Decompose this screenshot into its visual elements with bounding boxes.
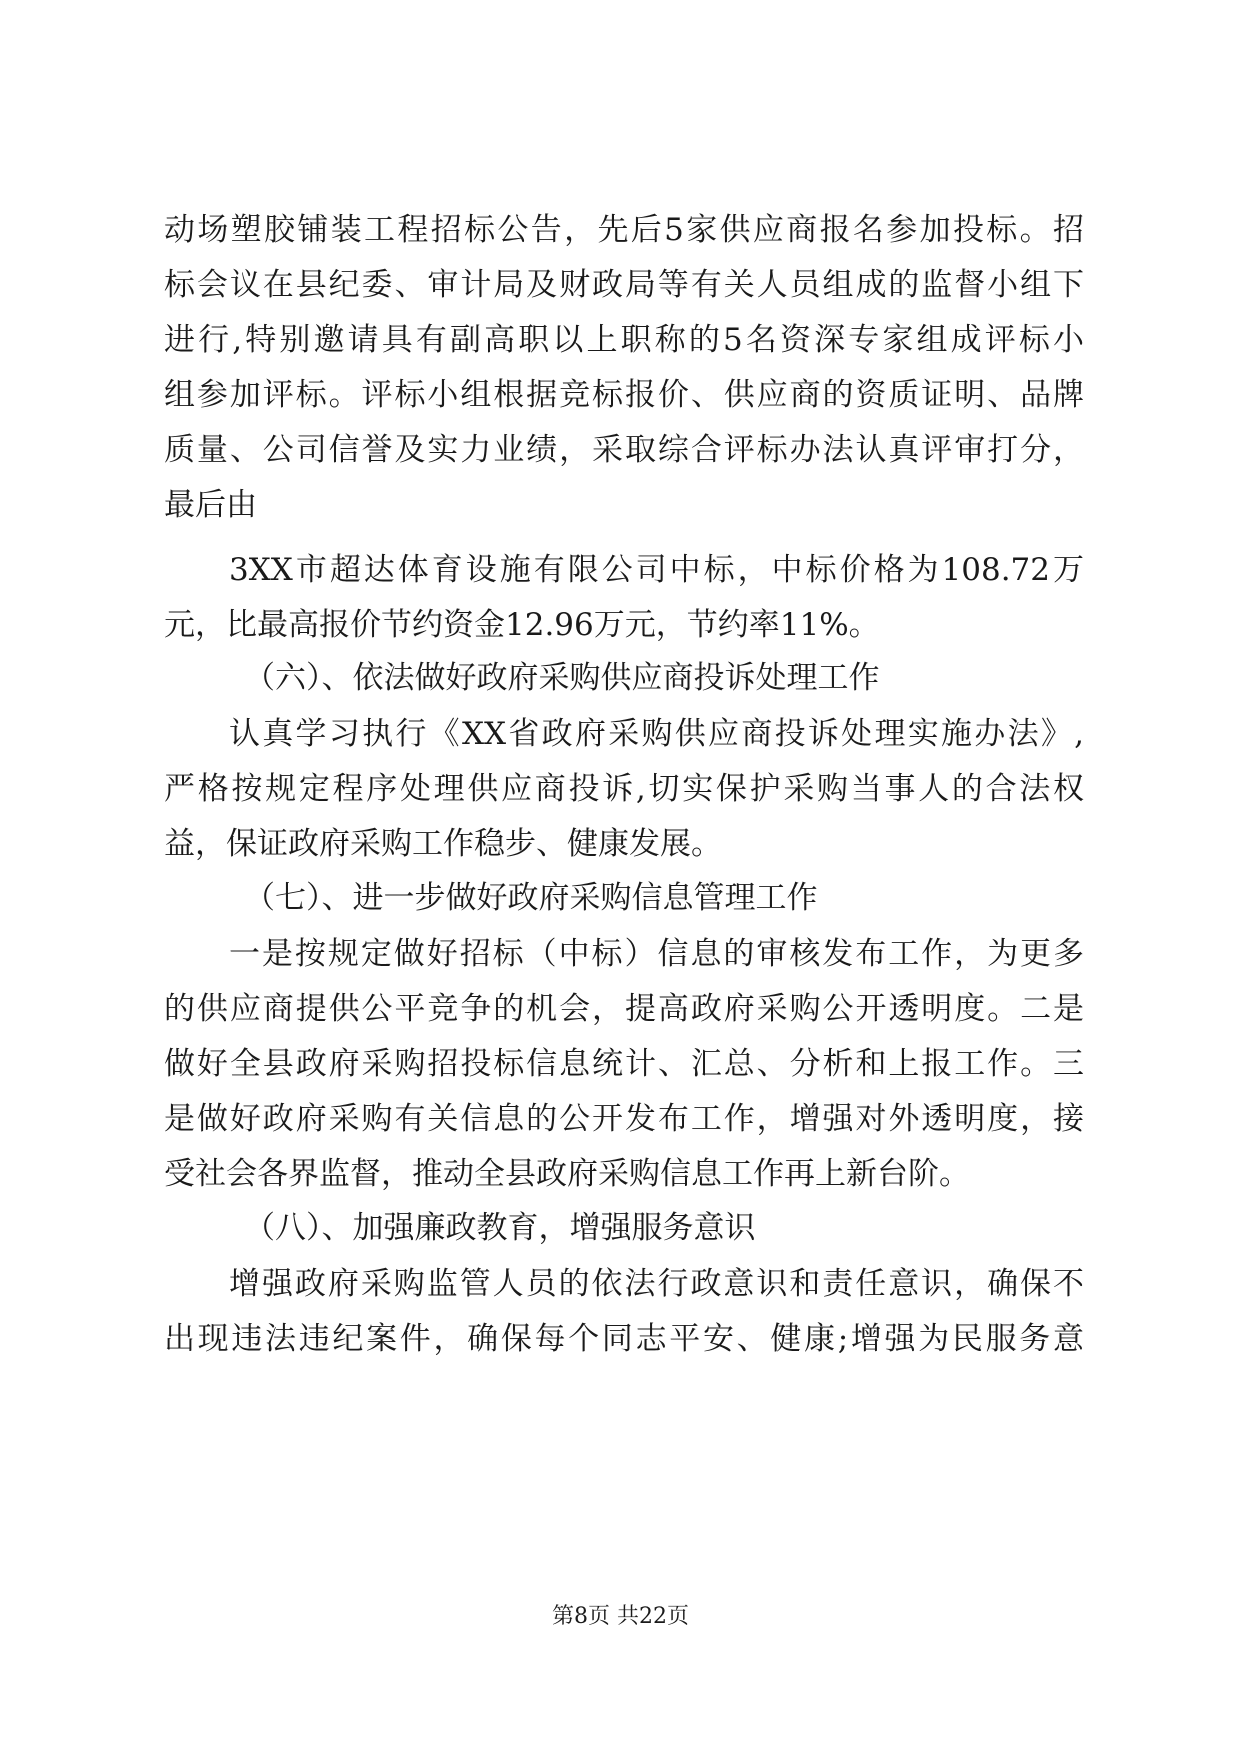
body-line: 受社会各界监督，推动全县政府采购信息工作再上新台阶。: [164, 1156, 970, 1192]
body-line: 的供应商提供公平竞争的机会，提高政府采购公开透明度。二是: [164, 991, 1084, 1027]
section-heading: （七）、进一步做好政府采购信息管理工作: [244, 880, 818, 916]
body-line: 做好全县政府采购招投标信息统计、汇总、分析和上报工作。三: [164, 1046, 1084, 1082]
body-line: 严格按规定程序处理供应商投诉,切实保护采购当事人的合法权: [164, 771, 1084, 807]
body-line: 动场塑胶铺装工程招标公告，先后5家供应商报名参加投标。招: [164, 212, 1084, 248]
body-line: 认真学习执行《XX省政府采购供应商投诉处理实施办法》,: [229, 716, 1084, 752]
body-line: 出现违法违纪案件，确保每个同志平安、健康;增强为民服务意: [164, 1321, 1084, 1357]
body-line: 元，比最高报价节约资金12.96万元，节约率11%。: [164, 607, 880, 643]
body-line: 是做好政府采购有关信息的公开发布工作，增强对外透明度，接: [164, 1101, 1084, 1137]
body-line: 进行,特别邀请具有副高职以上职称的5名资深专家组成评标小: [164, 322, 1084, 358]
body-line: 质量、公司信誉及实力业绩，采取综合评标办法认真评审打分，: [164, 432, 1084, 468]
section-heading: （六）、依法做好政府采购供应商投诉处理工作: [244, 660, 880, 696]
body-line: 增强政府采购监管人员的依法行政意识和责任意识，确保不: [229, 1266, 1084, 1302]
body-line: 一是按规定做好招标（中标）信息的审核发布工作，为更多: [229, 936, 1084, 972]
section-heading: （八）、加强廉政教育，增强服务意识: [244, 1210, 756, 1246]
page-footer: 第8页 共22页: [552, 1604, 689, 1629]
body-line: 组参加评标。评标小组根据竞标报价、供应商的资质证明、品牌: [164, 377, 1084, 413]
body-line: 3XX市超达体育设施有限公司中标，中标价格为108.72万: [229, 552, 1084, 588]
body-line: 益，保证政府采购工作稳步、健康发展。: [164, 826, 722, 862]
body-line: 最后由: [164, 487, 257, 523]
body-line: 标会议在县纪委、审计局及财政局等有关人员组成的监督小组下: [164, 267, 1084, 303]
